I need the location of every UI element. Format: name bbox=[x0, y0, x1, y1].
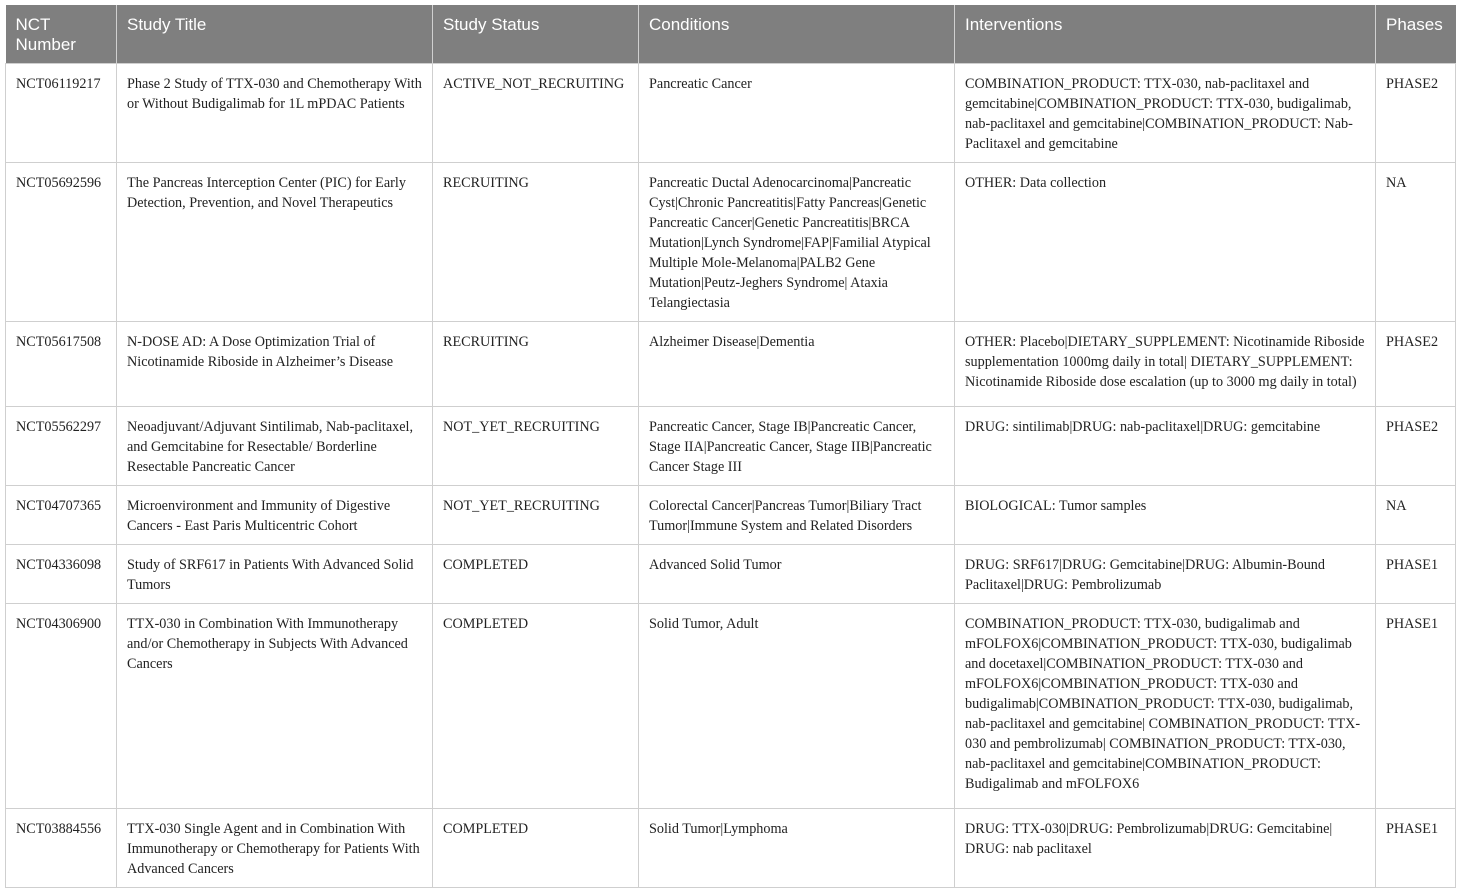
cell-phase: PHASE2 bbox=[1376, 322, 1456, 407]
cell-phase: NA bbox=[1376, 163, 1456, 322]
cell-nct-number: NCT05617508 bbox=[6, 322, 117, 407]
cell-conditions: Pancreatic Ductal Adenocarcinoma|Pancreatic Cyst|Chronic Pancreatitis|Fatty Pancreas|Genetic Pancreatic Cancer|Genetic Pancreatitis|BRCA Mutation|Lynch Syndrome|FAP|Familial Atypical Multiple Mole-Melanoma|PALB2 Gene Mutation|Peutz-Jeghers Syndrome| Ataxia Telangiectasia bbox=[639, 163, 955, 322]
table-row bbox=[6, 407, 1456, 486]
cell-study-title: TTX-030 in Combination With Immunotherapy and/or Chemotherapy in Subjects With Advanced Cancers bbox=[117, 604, 433, 809]
header-phases: Phases bbox=[1376, 5, 1456, 64]
header-conditions: Conditions bbox=[639, 5, 955, 64]
cell-nct-number: NCT06119217 bbox=[6, 64, 117, 163]
cell-conditions: Colorectal Cancer|Pancreas Tumor|Biliary Tract Tumor|Immune System and Related Disorders bbox=[639, 486, 955, 545]
cell-study-status: ACTIVE_NOT_RECRUITING bbox=[433, 64, 639, 163]
cell-study-status: COMPLETED bbox=[433, 604, 639, 809]
cell-phase: PHASE1 bbox=[1376, 545, 1456, 604]
table-row bbox=[6, 809, 1456, 888]
header-study-title: Study Title bbox=[117, 5, 433, 64]
cell-interventions: DRUG: SRF617|DRUG: Gemcitabine|DRUG: Albumin-Bound Paclitaxel|DRUG: Pembrolizumab bbox=[955, 545, 1376, 604]
cell-study-status: COMPLETED bbox=[433, 545, 639, 604]
trials-table-container bbox=[5, 5, 1455, 888]
table-row bbox=[6, 64, 1456, 163]
header-interventions: Interventions bbox=[955, 5, 1376, 64]
cell-nct-number: NCT05692596 bbox=[6, 163, 117, 322]
cell-nct-number: NCT04707365 bbox=[6, 486, 117, 545]
cell-phase: PHASE2 bbox=[1376, 64, 1456, 163]
cell-conditions: Solid Tumor, Adult bbox=[639, 604, 955, 809]
cell-nct-number: NCT04336098 bbox=[6, 545, 117, 604]
table-header-row bbox=[6, 5, 1456, 64]
cell-interventions: OTHER: Placebo|DIETARY_SUPPLEMENT: Nicotinamide Riboside supplementation 1000mg daily in total| DIETARY_SUPPLEMENT: Nicotinamide Riboside dose escalation (up to 3000 mg daily in total) bbox=[955, 322, 1376, 407]
cell-study-title: N-DOSE AD: A Dose Optimization Trial of Nicotinamide Riboside in Alzheimer’s Disease bbox=[117, 322, 433, 407]
table-row bbox=[6, 163, 1456, 322]
cell-interventions: OTHER: Data collection bbox=[955, 163, 1376, 322]
cell-study-status: RECRUITING bbox=[433, 163, 639, 322]
table-row bbox=[6, 604, 1456, 809]
cell-conditions: Alzheimer Disease|Dementia bbox=[639, 322, 955, 407]
cell-study-title: Microenvironment and Immunity of Digestive Cancers - East Paris Multicentric Cohort bbox=[117, 486, 433, 545]
cell-conditions: Pancreatic Cancer bbox=[639, 64, 955, 163]
cell-study-status: COMPLETED bbox=[433, 809, 639, 888]
cell-interventions: DRUG: TTX-030|DRUG: Pembrolizumab|DRUG: Gemcitabine| DRUG: nab paclitaxel bbox=[955, 809, 1376, 888]
cell-study-title: Neoadjuvant/Adjuvant Sintilimab, Nab-paclitaxel, and Gemcitabine for Resectable/ Borderline Resectable Pancreatic Cancer bbox=[117, 407, 433, 486]
cell-nct-number: NCT04306900 bbox=[6, 604, 117, 809]
cell-study-title: The Pancreas Interception Center (PIC) for Early Detection, Prevention, and Novel Therapeutics bbox=[117, 163, 433, 322]
cell-phase: NA bbox=[1376, 486, 1456, 545]
header-nct-number: NCT Number bbox=[6, 5, 117, 64]
cell-study-title: Study of SRF617 in Patients With Advanced Solid Tumors bbox=[117, 545, 433, 604]
cell-nct-number: NCT05562297 bbox=[6, 407, 117, 486]
cell-conditions: Solid Tumor|Lymphoma bbox=[639, 809, 955, 888]
cell-study-title: Phase 2 Study of TTX-030 and Chemotherapy With or Without Budigalimab for 1L mPDAC Patients bbox=[117, 64, 433, 163]
cell-phase: PHASE1 bbox=[1376, 809, 1456, 888]
cell-study-status: NOT_YET_RECRUITING bbox=[433, 486, 639, 545]
cell-conditions: Advanced Solid Tumor bbox=[639, 545, 955, 604]
cell-study-title: TTX-030 Single Agent and in Combination With Immunotherapy or Chemotherapy for Patients With Advanced Cancers bbox=[117, 809, 433, 888]
cell-interventions: DRUG: sintilimab|DRUG: nab-paclitaxel|DRUG: gemcitabine bbox=[955, 407, 1376, 486]
cell-interventions: COMBINATION_PRODUCT: TTX-030, nab-paclitaxel and gemcitabine|COMBINATION_PRODUCT: TTX-030, budigalimab, nab-paclitaxel and gemcitabine|COMBINATION_PRODUCT: Nab-Paclitaxel and gemcitabine bbox=[955, 64, 1376, 163]
clinical-trials-table bbox=[5, 5, 1456, 888]
cell-interventions: COMBINATION_PRODUCT: TTX-030, budigalimab and mFOLFOX6|COMBINATION_PRODUCT: TTX-030, budigalimab and docetaxel|COMBINATION_PRODUCT: TTX-030 and mFOLFOX6|COMBINATION_PRODUCT: TTX-030 and budigalimab|COMBINATION_PRODUCT: TTX-030, budigalimab, nab-paclitaxel and gemcitabine| COMBINATION_PRODUCT: TTX-030 and pembrolizumab| COMBINATION_PRODUCT: TTX-030, nab-paclitaxel and gemcitabine|COMBINATION_PRODUCT: Budigalimab and mFOLFOX6 bbox=[955, 604, 1376, 809]
cell-phase: PHASE2 bbox=[1376, 407, 1456, 486]
cell-study-status: NOT_YET_RECRUITING bbox=[433, 407, 639, 486]
header-study-status: Study Status bbox=[433, 5, 639, 64]
cell-phase: PHASE1 bbox=[1376, 604, 1456, 809]
table-row bbox=[6, 486, 1456, 545]
cell-interventions: BIOLOGICAL: Tumor samples bbox=[955, 486, 1376, 545]
table-row bbox=[6, 322, 1456, 407]
cell-nct-number: NCT03884556 bbox=[6, 809, 117, 888]
cell-study-status: RECRUITING bbox=[433, 322, 639, 407]
table-row bbox=[6, 545, 1456, 604]
cell-conditions: Pancreatic Cancer, Stage IB|Pancreatic Cancer, Stage IIA|Pancreatic Cancer, Stage IIB|Pancreatic Cancer Stage III bbox=[639, 407, 955, 486]
